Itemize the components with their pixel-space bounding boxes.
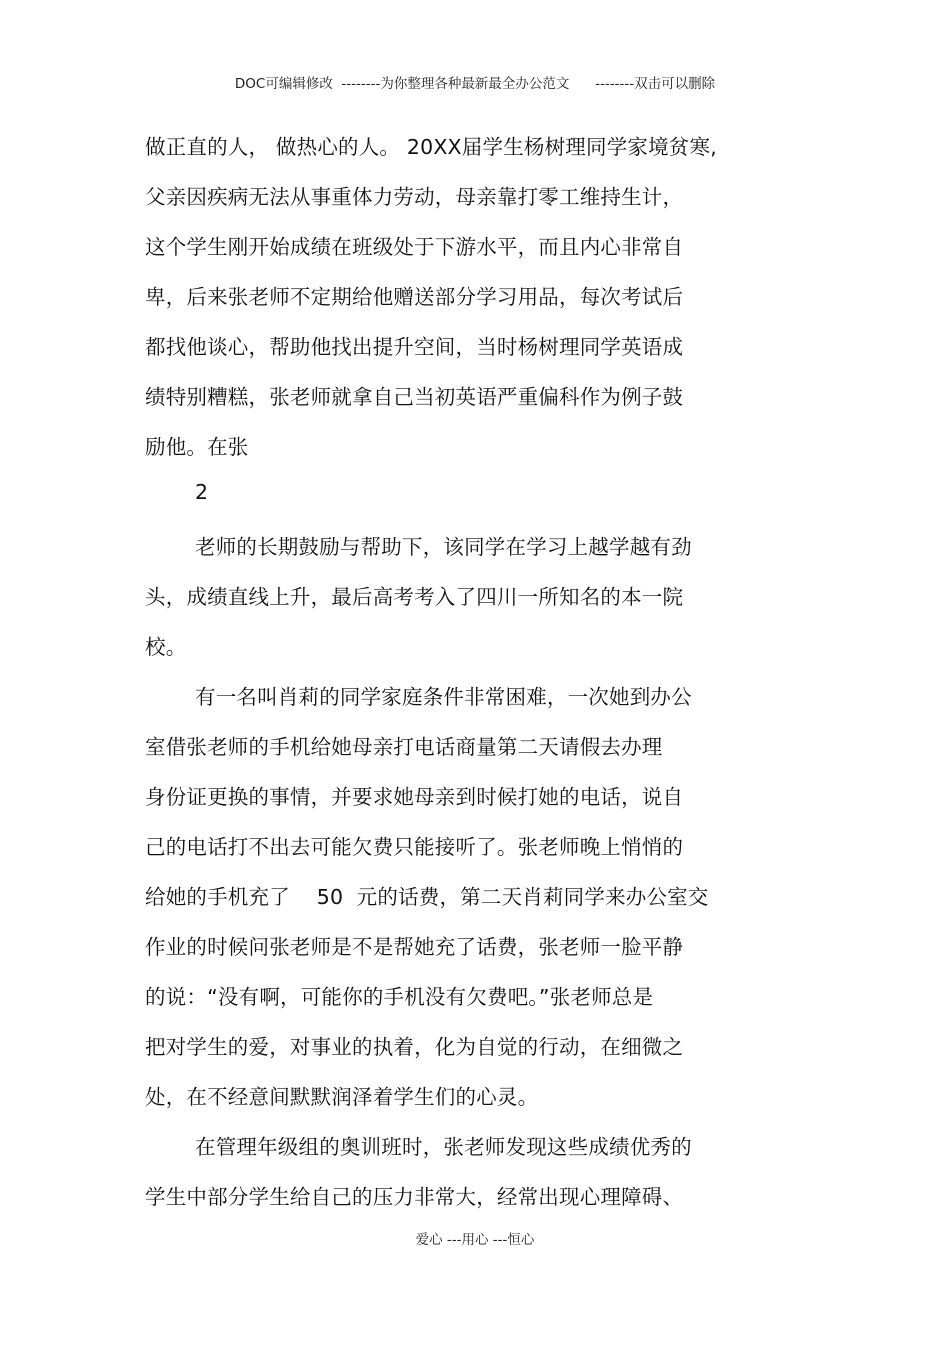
- body-line: 身份证更换的事情，并要求她母亲到时候打她的电话，说自: [145, 785, 684, 809]
- paragraph-start: 在管理年级组的奥训班时，张老师发现这些成绩优秀的: [195, 1135, 692, 1159]
- body-line: 的说：“没有啊，可能你的手机没有欠费吧。”张老师总是: [145, 985, 654, 1009]
- body-line: 校。: [145, 635, 187, 659]
- body-line: 己的电话打不出去可能欠费只能接听了。张老师晚上悄悄的: [145, 835, 684, 859]
- body-line: 头，成绩直线上升，最后高考考入了四川一所知名的本一院: [145, 585, 684, 609]
- page-header: DOC可编辑修改 --------为你整理各种最新最全办公范文 --------双击可以删除: [234, 76, 716, 92]
- body-line: 父亲因疾病无法从事重体力劳动，母亲靠打零工维持生计，: [145, 185, 684, 209]
- paragraph-start: 有一名叫肖莉的同学家庭条件非常困难，一次她到办公: [195, 685, 692, 709]
- body-line: 绩特别糟糕，张老师就拿自己当初英语严重偏科作为例子鼓: [145, 385, 684, 409]
- body-line: 处，在不经意间默默润泽着学生们的心灵。: [145, 1085, 539, 1109]
- body-line: 室借张老师的手机给她母亲打电话商量第二天请假去办理: [145, 735, 663, 759]
- body-line: 都找他谈心，帮助他找出提升空间，当时杨树理同学英语成: [145, 335, 684, 359]
- body-line: 学生中部分学生给自己的压力非常大，经常出现心理障碍、: [145, 1185, 684, 1209]
- body-line: 作业的时候问张老师是不是帮她充了话费，张老师一脸平静: [145, 935, 684, 959]
- body-line: 给她的手机充了 50 元的话费，第二天肖莉同学来办公室交: [145, 885, 709, 909]
- page-number: 2: [195, 480, 209, 504]
- body-line: 卑，后来张老师不定期给他赠送部分学习用品，每次考试后: [145, 285, 684, 309]
- paragraph-start: 老师的长期鼓励与帮助下，该同学在学习上越学越有劲: [195, 535, 692, 559]
- page-footer: 爱心 ---用心 ---恒心: [415, 1232, 535, 1248]
- body-line: 这个学生刚开始成绩在班级处于下游水平，而且内心非常自: [145, 235, 684, 259]
- body-line: 做正直的人， 做热心的人。 20XX届学生杨树理同学家境贫寒,: [145, 135, 717, 159]
- body-line: 励他。在张: [145, 435, 249, 459]
- body-line: 把对学生的爱，对事业的执着，化为自觉的行动，在细微之: [145, 1035, 684, 1059]
